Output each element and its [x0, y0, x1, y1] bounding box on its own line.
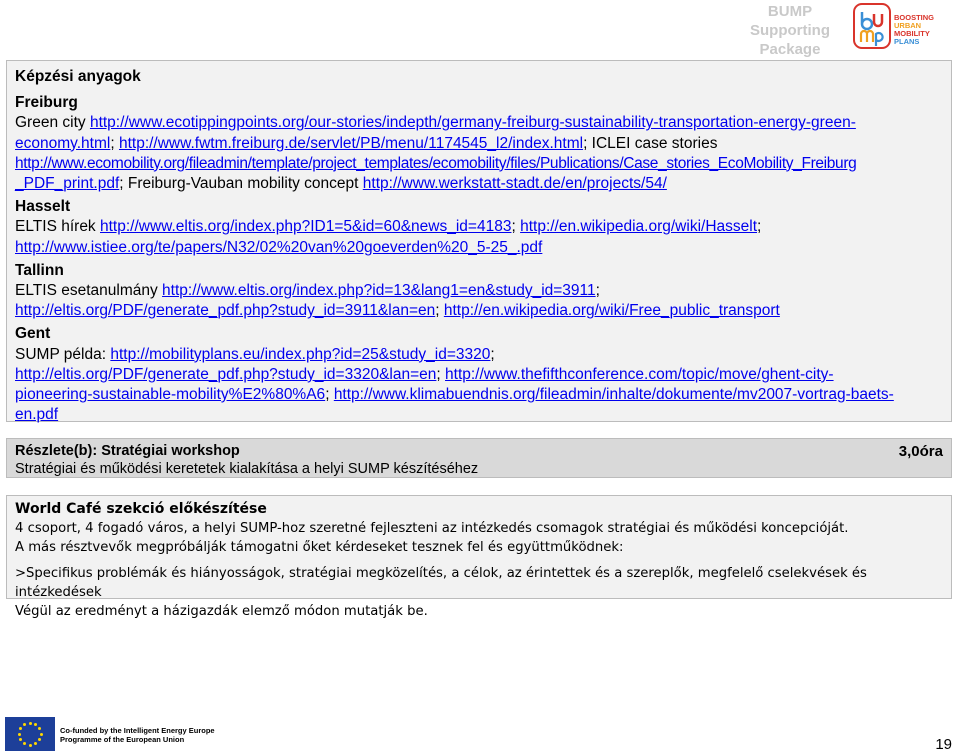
workshop-title: Részlete(b): Stratégiai workshop [15, 443, 240, 459]
link-wikipedia-hasselt[interactable]: http://en.wikipedia.org/wiki/Hasselt [520, 218, 758, 236]
world-cafe-line: 4 csoport, 4 fogadó város, a helyi SUMP-hoz szeretné fejleszteni az intézkedés csomagok stratégiai és működési koncepcióját. [15, 521, 849, 536]
world-cafe-title: World Café szekció előkészítése [15, 501, 267, 517]
text: ELTIS esetanulmány [15, 282, 163, 300]
link-text: en.pdf [15, 406, 59, 424]
training-materials-box [6, 60, 952, 422]
link-eltis-study-3911[interactable]: http://www.eltis.org/index.php?id=13&lang1=en&study_id=3911 [162, 282, 596, 300]
eu-star-icon [23, 742, 26, 745]
link-eltis-news[interactable]: http://www.eltis.org/index.php?ID1=5&id=60&news_id=4183 [100, 218, 512, 236]
eu-funding-note [60, 727, 215, 744]
link-werkstatt-stadt[interactable]: http://www.werkstatt-stadt.de/en/projects/54/ [362, 175, 667, 193]
footer-line: Programme of the European Union [60, 734, 185, 744]
link-text: pioneering-sustainable-mobility%E2%80%A6 [15, 386, 326, 404]
footer-line: Co-funded by the Intelligent Energy Europe [60, 726, 215, 735]
brand-line: Package [759, 41, 821, 58]
link-text: economy.html [15, 134, 111, 152]
eu-star-icon [34, 742, 37, 745]
logo-line: MOBILITY [894, 29, 930, 38]
text: Green city [15, 114, 90, 132]
link-text: _PDF_print.pdf [15, 175, 120, 193]
world-cafe-line: A más résztvevők megpróbálják támogatni őket kérdeseket tesznek fel és együttműködnek: [15, 540, 624, 555]
hasselt-links [15, 217, 947, 257]
gent-links [15, 345, 947, 426]
brand-title [730, 2, 850, 59]
brand-line: Supporting [750, 22, 830, 39]
world-cafe-box [6, 495, 952, 619]
text: ; ICLEI case stories [583, 134, 718, 152]
text: ELTIS hírek [15, 218, 100, 236]
freiburg-links [15, 113, 947, 194]
separator: ; [595, 282, 600, 300]
bump-logo [852, 2, 952, 52]
eu-star-icon [29, 722, 32, 725]
link-wikipedia-free-transport[interactable]: http://en.wikipedia.org/wiki/Free_public_transport [443, 302, 780, 320]
eu-star-icon [23, 723, 26, 726]
link-text: http://www.ecotippingpoints.org/our-stories/indepth/germany-freiburg-sustainability-transportation-energy-green- [89, 114, 856, 132]
eu-flag-icon [5, 717, 55, 751]
eu-star-icon [40, 733, 43, 736]
workshop-subtitle: Stratégiai és működési keretetek kialakítása a helyi SUMP készítéséhez [15, 461, 479, 477]
link-fwtm[interactable]: http://www.fwtm.freiburg.de/servlet/PB/menu/1174545_l2/index.html [118, 134, 584, 152]
text: ; Freiburg-Vauban mobility concept [119, 175, 363, 193]
link-eltis-pdf-3320[interactable]: http://eltis.org/PDF/generate_pdf.php?study_id=3320&lan=en [15, 365, 437, 383]
eu-star-icon [38, 738, 41, 741]
logo-tagline [894, 14, 934, 46]
logo-line: PLANS [894, 37, 920, 46]
eu-star-icon [18, 733, 21, 736]
bump-logo-icon [852, 2, 892, 50]
eu-star-icon [38, 727, 41, 730]
brand-line: BUMP [767, 3, 813, 20]
link-text: http://www.thefifthconference.com/topic/move/ghent-city- [445, 365, 834, 383]
separator: ; [490, 345, 495, 363]
world-cafe-line: Végül az eredményt a házigazdák elemző módon mutatják be. [15, 604, 428, 619]
logo-line: URBAN [894, 21, 922, 30]
city-title-freiburg: Freiburg [15, 94, 78, 112]
link-eltis-pdf-3911[interactable]: http://eltis.org/PDF/generate_pdf.php?study_id=3911&lan=en [15, 302, 436, 320]
separator: ; [511, 218, 521, 236]
section-heading: Képzési anyagok [15, 68, 141, 85]
city-title-hasselt: Hasselt [15, 198, 71, 216]
link-istiee[interactable]: http://www.istiee.org/te/papers/N32/02%20van%20goeverden%20_5-25_.pdf [15, 238, 543, 256]
separator: ; [325, 386, 334, 404]
tallinn-links [15, 281, 947, 321]
workshop-header-box [6, 438, 952, 478]
city-title-gent: Gent [15, 325, 51, 343]
world-cafe-line: >Specifikus problémák és hiányosságok, stratégiai megközelítés, a célok, az érintettek és a szereplők, megfelelő cselekvések és intézkedések [15, 566, 867, 600]
link-mobilityplans[interactable]: http://mobilityplans.eu/index.php?id=25&study_id=3320 [110, 345, 491, 363]
separator: ; [435, 302, 444, 320]
link-text: http://www.ecomobility.org/fileadmin/template/project_templates/ecomobility/files/Publications/Case_stories_EcoMobility_Freiburg [15, 154, 857, 172]
separator: ; [436, 365, 446, 383]
eu-star-icon [34, 723, 37, 726]
logo-line: BOOSTING [894, 13, 935, 22]
eu-star-icon [29, 744, 32, 747]
link-text: http://www.klimabuendnis.org/fileadmin/inhalte/dokumente/mv2007-vortrag-baets- [333, 386, 894, 404]
text: SUMP példa: [15, 345, 111, 363]
eu-star-icon [19, 727, 22, 730]
page-number: 19 [935, 736, 952, 753]
eu-star-icon [19, 738, 22, 741]
workshop-duration: 3,0óra [898, 443, 943, 460]
city-title-tallinn: Tallinn [15, 261, 64, 279]
separator: ; [110, 134, 119, 152]
separator: ; [757, 218, 762, 236]
